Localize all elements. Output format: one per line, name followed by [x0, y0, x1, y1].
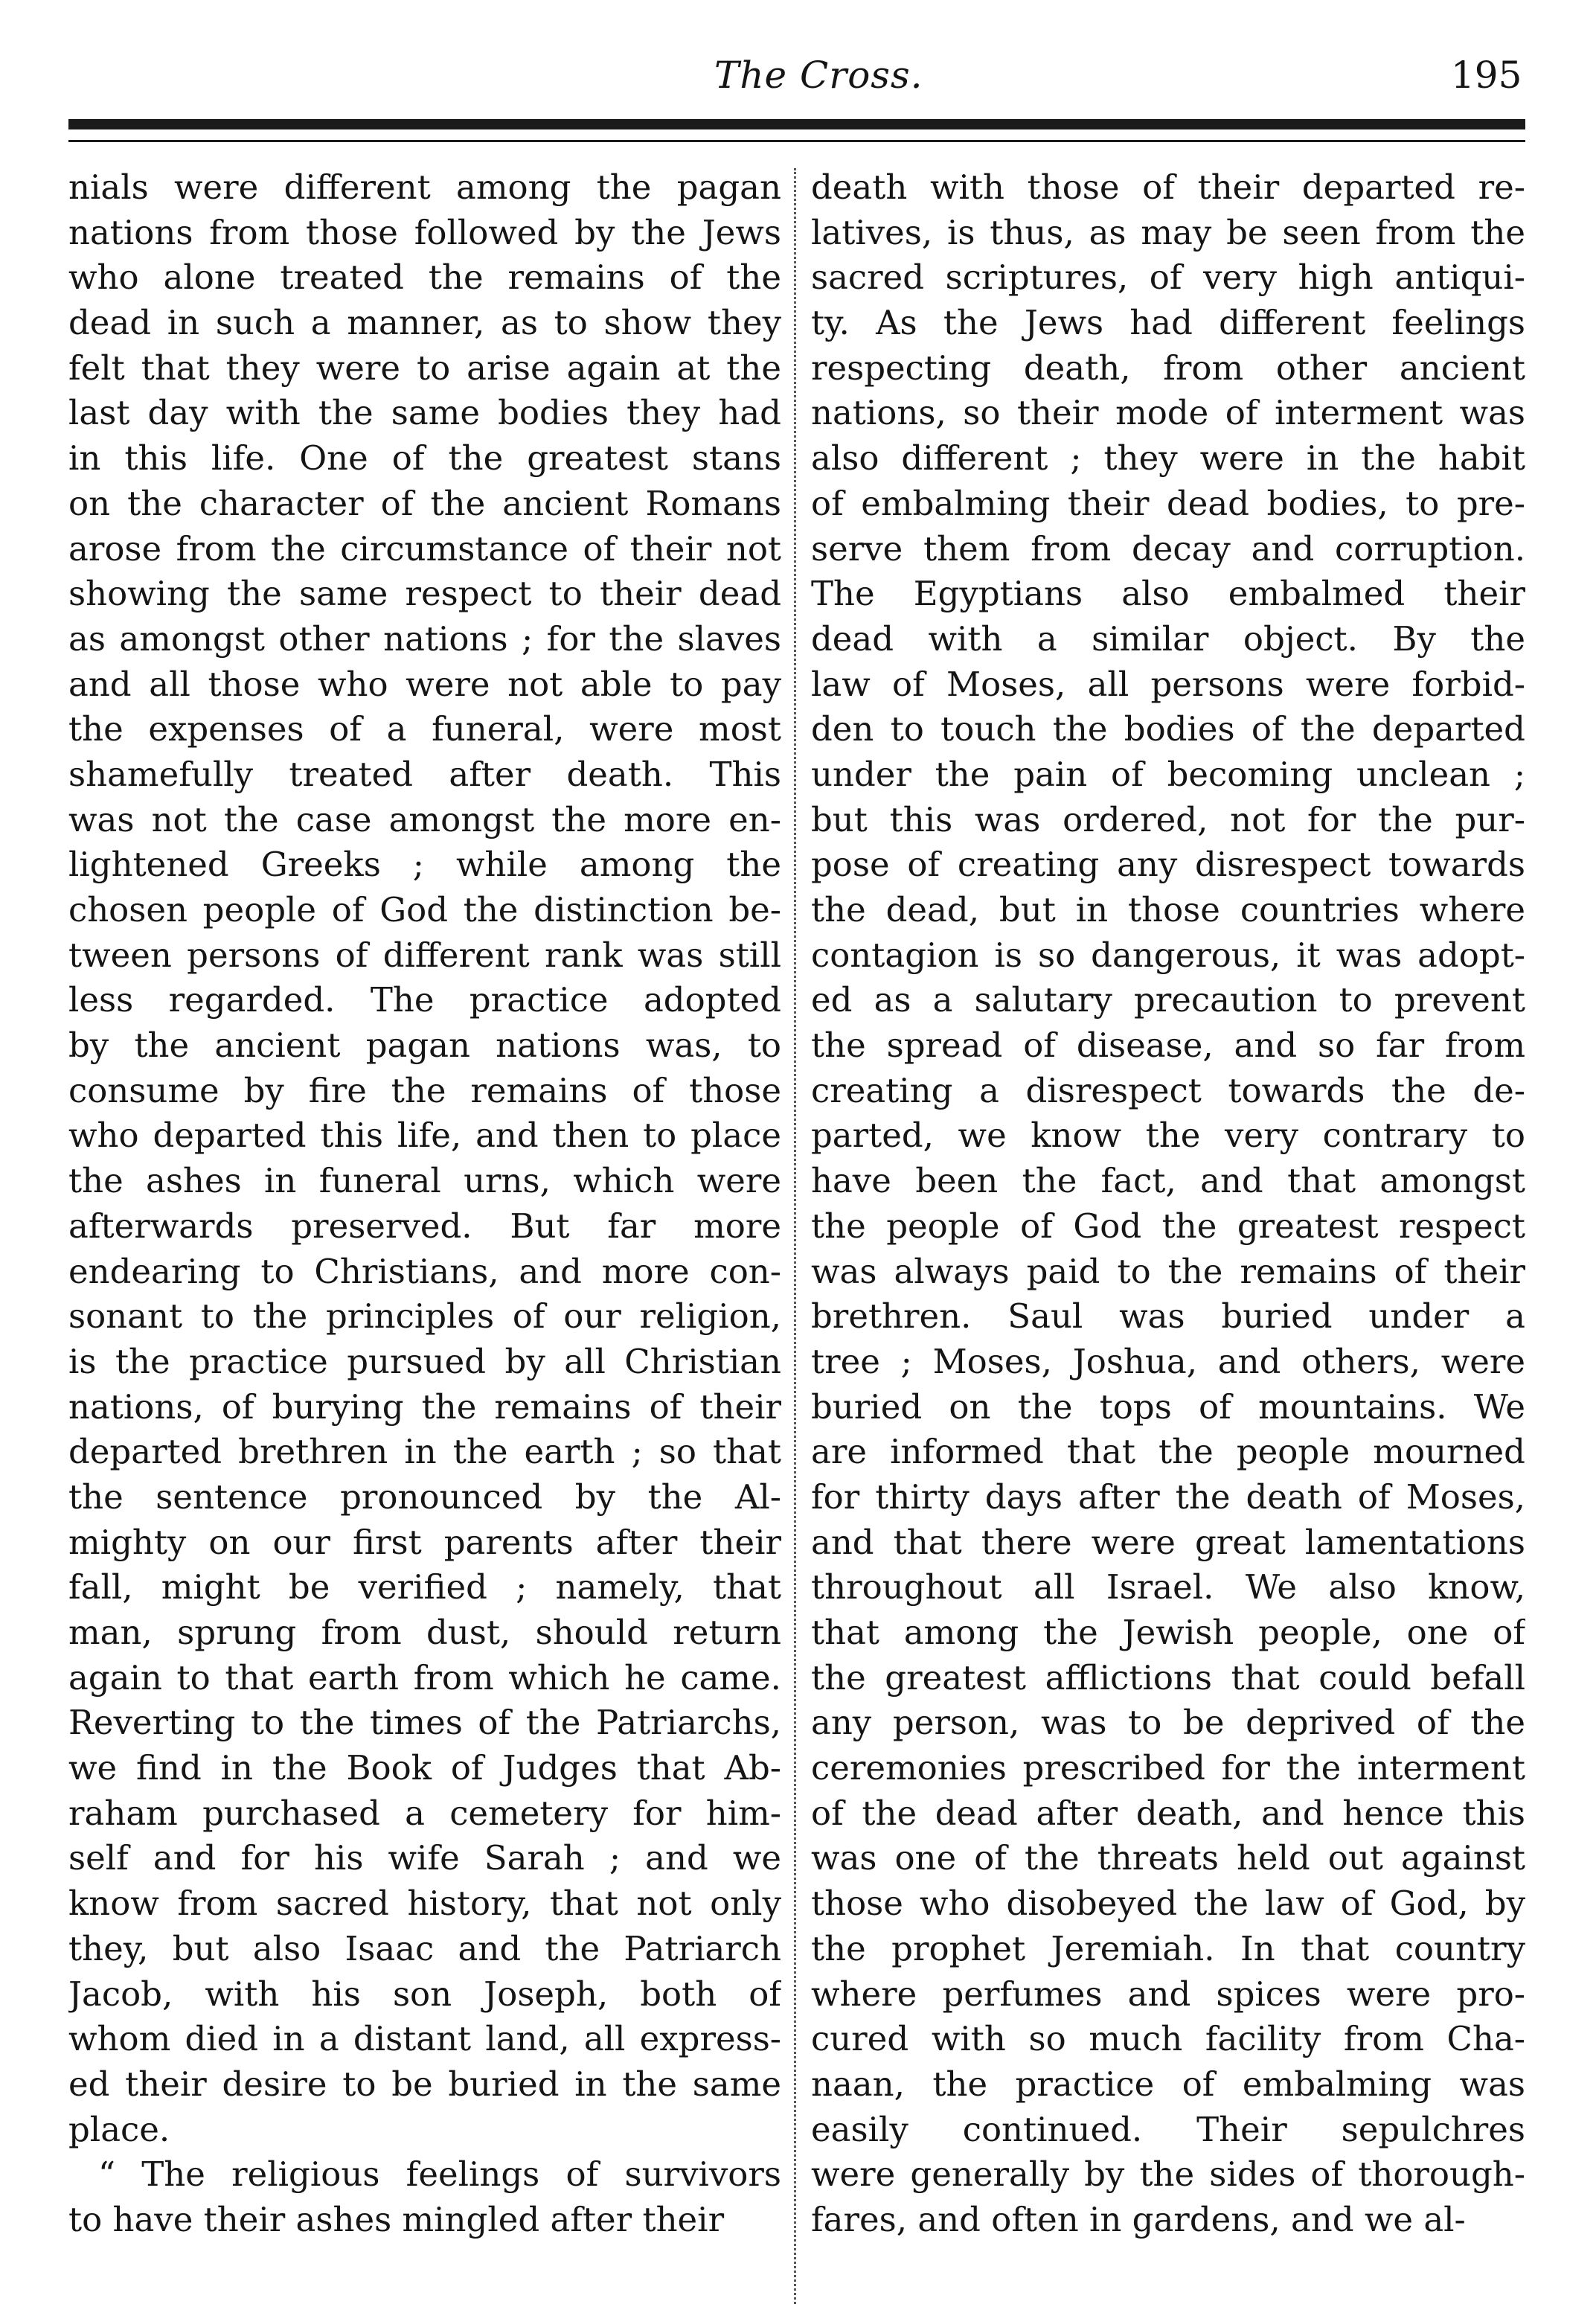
text-line: fares, and often in gardens, and we al- — [811, 2199, 1466, 2239]
text-line: where perfumes and spices were pro- — [811, 1974, 1525, 2014]
text-line: those who disobeyed the law of God, by — [811, 1884, 1525, 1924]
text-line: they, but also Isaac and the Patriarch — [68, 1928, 781, 1968]
text-line: “ The religious feelings of survivors — [98, 2154, 781, 2195]
text-line: on the character of the ancient Romans — [68, 483, 781, 523]
text-line: showing the same respect to their dead — [68, 574, 781, 614]
text-line: is the practice pursued by all Christian — [68, 1341, 781, 1381]
text-line: have been the fact, and that amongst — [811, 1161, 1525, 1201]
text-line: lightened Greeks ; while among the — [68, 845, 781, 885]
header-rule-thin — [68, 140, 1525, 142]
text-line: brethren. Saul was buried under a — [811, 1296, 1525, 1337]
text-line: the people of God the greatest respect — [811, 1206, 1525, 1246]
text-line: that among the Jewish people, one of — [811, 1613, 1525, 1652]
text-line: self and for his wife Sarah ; and we — [68, 1838, 781, 1878]
text-line: felt that they were to arise again at the — [68, 348, 781, 388]
text-line: under the pain of becoming unclean ; — [811, 754, 1525, 794]
text-line: den to touch the bodies of the departed — [811, 709, 1525, 749]
text-line: in this life. One of the greatest stans — [68, 438, 781, 479]
text-line: nials were different among the pagan — [68, 167, 781, 207]
text-line: departed brethren in the earth ; so that — [68, 1432, 781, 1472]
text-line: Reverting to the times of the Patriarchs, — [68, 1703, 781, 1743]
text-line: afterwards preserved. But far more — [68, 1206, 781, 1246]
text-line: throughout all Israel. We also know, — [811, 1567, 1525, 1607]
text-line: last day with the same bodies they had — [68, 393, 781, 433]
text-line: of the dead after death, and hence this — [811, 1793, 1525, 1833]
column-divider — [794, 168, 796, 2304]
text-line: The Egyptians also embalmed their — [811, 574, 1525, 614]
text-line: raham purchased a cemetery for him- — [68, 1793, 781, 1833]
text-line: but this was ordered, not for the pur- — [811, 799, 1525, 839]
page-header — [0, 54, 1596, 113]
text-line: the sentence pronounced by the Al- — [68, 1476, 781, 1517]
text-line: parted, we know the very contrary to — [811, 1116, 1525, 1156]
text-line: Jacob, with his son Joseph, both of — [68, 1974, 781, 2014]
text-line: to have their ashes mingled after their — [68, 2199, 725, 2239]
text-line: consume by fire the remains of those — [68, 1070, 781, 1110]
text-line: arose from the circumstance of their not — [68, 528, 781, 569]
text-line: buried on the tops of mountains. We — [811, 1386, 1525, 1427]
text-line: tween persons of different rank was still — [68, 935, 781, 975]
text-line: ty. As the Jews had different feelings — [811, 303, 1525, 343]
text-line: and that there were great lamentations — [811, 1522, 1525, 1562]
text-line: who alone treated the remains of the — [68, 257, 781, 298]
text-line: easily continued. Their sepulchres — [811, 2109, 1525, 2149]
text-line: was one of the threats held out against — [811, 1838, 1525, 1878]
text-line: know from sacred history, that not only — [68, 1884, 781, 1924]
right-column — [811, 165, 1525, 2243]
text-line: chosen people of God the distinction be- — [68, 890, 781, 929]
text-line: death with those of their departed re- — [811, 167, 1525, 207]
page-number: 195 — [1451, 54, 1522, 97]
text-line: of embalming their dead bodies, to pre- — [811, 483, 1525, 523]
text-line: and all those who were not able to pay — [68, 664, 781, 704]
text-line: the dead, but in those countries where — [811, 890, 1525, 929]
text-line: law of Moses, all persons were forbid- — [811, 664, 1525, 704]
text-line: latives, is thus, as may be seen from the — [811, 212, 1525, 252]
header-rule-thick — [68, 119, 1525, 129]
text-line: were generally by the sides of thorough- — [811, 2154, 1525, 2195]
text-line: was always paid to the remains of their — [811, 1251, 1525, 1291]
text-line: man, sprung from dust, should return — [68, 1613, 781, 1652]
text-line: endearing to Christians, and more con- — [68, 1251, 781, 1291]
text-line: dead with a similar object. By the — [811, 618, 1525, 659]
text-line: serve them from decay and corruption. — [811, 528, 1525, 569]
text-line: nations from those followed by the Jews — [68, 212, 781, 252]
text-line: respecting death, from other ancient — [811, 348, 1525, 388]
text-line: naan, the practice of embalming was — [811, 2064, 1525, 2104]
running-title: The Cross. — [714, 54, 923, 97]
text-line: the spread of disease, and so far from — [811, 1025, 1525, 1066]
text-line: who departed this life, and then to place — [68, 1116, 781, 1156]
text-line: tree ; Moses, Joshua, and others, were — [811, 1341, 1525, 1381]
text-line: nations, so their mode of interment was — [811, 393, 1525, 433]
text-line: whom died in a distant land, all express- — [68, 2019, 781, 2059]
text-line: also different ; they were in the habit — [811, 438, 1525, 479]
text-line: are informed that the people mourned — [811, 1432, 1525, 1472]
text-line: as amongst other nations ; for the slaves — [68, 618, 781, 659]
text-line: dead in such a manner, as to show they — [68, 303, 781, 343]
text-line: shamefully treated after death. This — [68, 754, 781, 794]
text-line: was not the case amongst the more en- — [68, 799, 781, 839]
text-line: nations, of burying the remains of their — [68, 1386, 781, 1427]
text-line: the ashes in funeral urns, which were — [68, 1161, 781, 1201]
text-line: any person, was to be deprived of the — [811, 1703, 1525, 1743]
text-line: contagion is so dangerous, it was adopt- — [811, 935, 1525, 975]
text-line: by the ancient pagan nations was, to — [68, 1025, 781, 1066]
text-line: for thirty days after the death of Moses, — [811, 1476, 1525, 1517]
text-line: mighty on our first parents after their — [68, 1522, 781, 1562]
text-line: less regarded. The practice adopted — [68, 980, 781, 1020]
left-column — [68, 165, 781, 2243]
text-line: creating a disrespect towards the de- — [811, 1070, 1525, 1110]
text-line: the greatest afflictions that could befall — [811, 1657, 1525, 1698]
text-line: pose of creating any disrespect towards — [811, 845, 1525, 885]
text-line: sonant to the principles of our religion, — [68, 1296, 781, 1337]
text-line: ceremonies prescribed for the interment — [811, 1748, 1525, 1788]
text-line: again to that earth from which he came. — [68, 1657, 781, 1698]
text-line: fall, might be verified ; namely, that — [68, 1567, 781, 1607]
text-line: place. — [68, 2109, 170, 2149]
text-line: ed as a salutary precaution to prevent — [811, 980, 1525, 1020]
text-line: cured with so much facility from Cha- — [811, 2019, 1525, 2059]
text-line: the prophet Jeremiah. In that country — [811, 1928, 1525, 1968]
text-line: sacred scriptures, of very high antiqui- — [811, 257, 1525, 298]
text-line: ed their desire to be buried in the same — [68, 2064, 781, 2104]
text-line: we find in the Book of Judges that Ab- — [68, 1748, 781, 1788]
text-line: the expenses of a funeral, were most — [68, 709, 781, 749]
